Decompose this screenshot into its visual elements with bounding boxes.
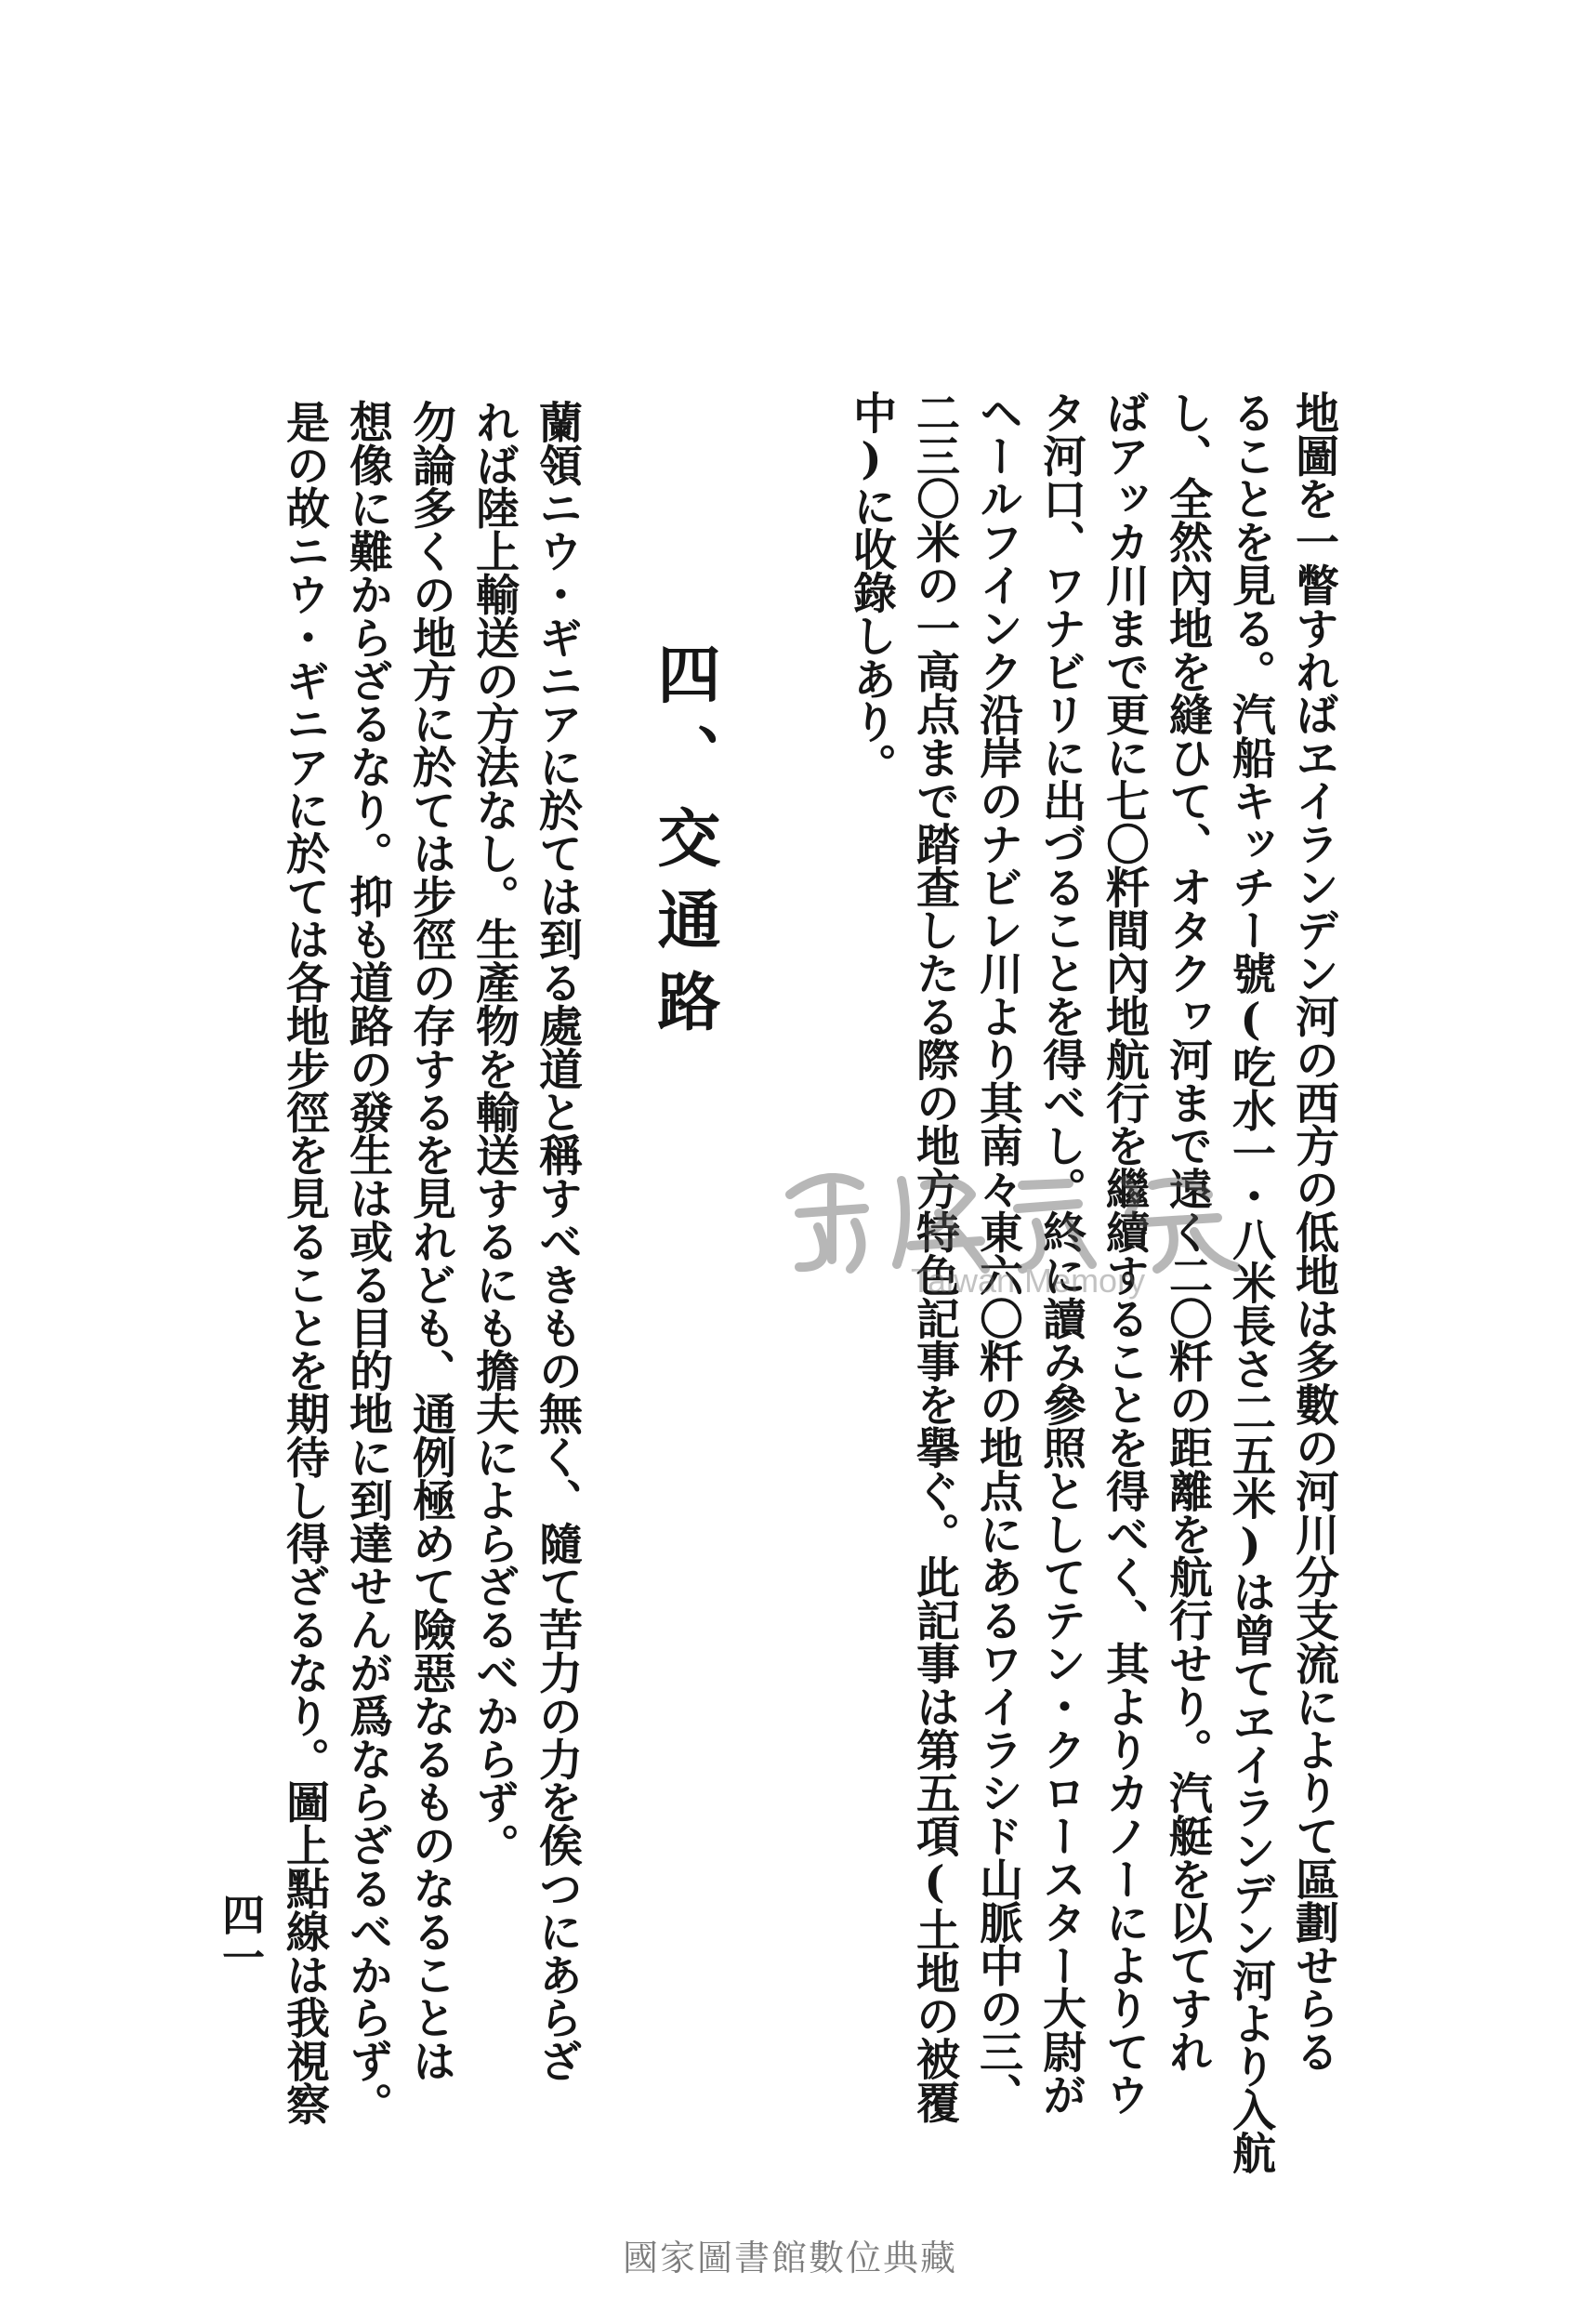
text-column: 中)に收錄しあり。	[846, 390, 897, 786]
footer-credit: 國家圖書館數位典藏	[622, 2238, 957, 2278]
text-column: タ河口、ワナビリに出づることを得べし。終に讀み參照としてテン・クロースター大尉が	[1035, 390, 1086, 2117]
taiwan-memory-logo-icon	[771, 1157, 1255, 1278]
text-column: 地圖を一瞥すればヱイランデン河の西方の低地は多數の河川分支流によりて區劃せらる	[1288, 390, 1339, 2073]
text-column: 勿論多くの地方に於ては步徑の存するを見れども、通例極めて險惡なるものなることは	[405, 400, 456, 2082]
watermark	[771, 1157, 1255, 1306]
text-column: ヘールフインク沿岸のナビレ川より其南々東六〇粁の地点にあるワイラシド山脈中の三、	[972, 390, 1023, 2117]
text-column: 二三〇米の一高点まで踏查したる際の地方特色記事を擧ぐ。此記事は第五項(土地の被覆	[909, 390, 960, 2124]
text-column: 想像に難からざるなり。抑も道路の發生は或る目的地に到達せんが爲ならざるべからず。	[342, 400, 393, 2126]
text-column: 蘭領ニウ・ギニアに於ては到る處道と稱すべきもの無く、隨て苦力の力を俟つにあらざ	[532, 400, 583, 2082]
watermark-caption: Taiwan Memory	[911, 1261, 1146, 1300]
page-number: 四一	[216, 1893, 266, 1978]
section-heading: 四、交通路	[647, 641, 721, 1050]
text-column: ることを見る。汽船キッチー號(吃水一・八米長さ二五米)は曾てヱイランデン河より入航	[1225, 390, 1276, 2174]
text-column: ばアッカ川まで更に七〇粁間內地航行を繼續することを得べく、其よりカノーによりてウ	[1099, 390, 1150, 2117]
text-column: し、全然內地を縫ひて、オタクヮ河まで遠く二〇粁の距離を航行せり。汽艇を以てすれ	[1162, 390, 1213, 2073]
text-column: 是の故ニウ・ギニアに於ては各地步徑を見ることを期待し得ざるなり。圖上點線は我視察	[279, 400, 330, 2126]
text-column: れば陸上輸送の方法なし。生產物を輸送するにも擔夫によらざるべからず。	[468, 400, 520, 1867]
